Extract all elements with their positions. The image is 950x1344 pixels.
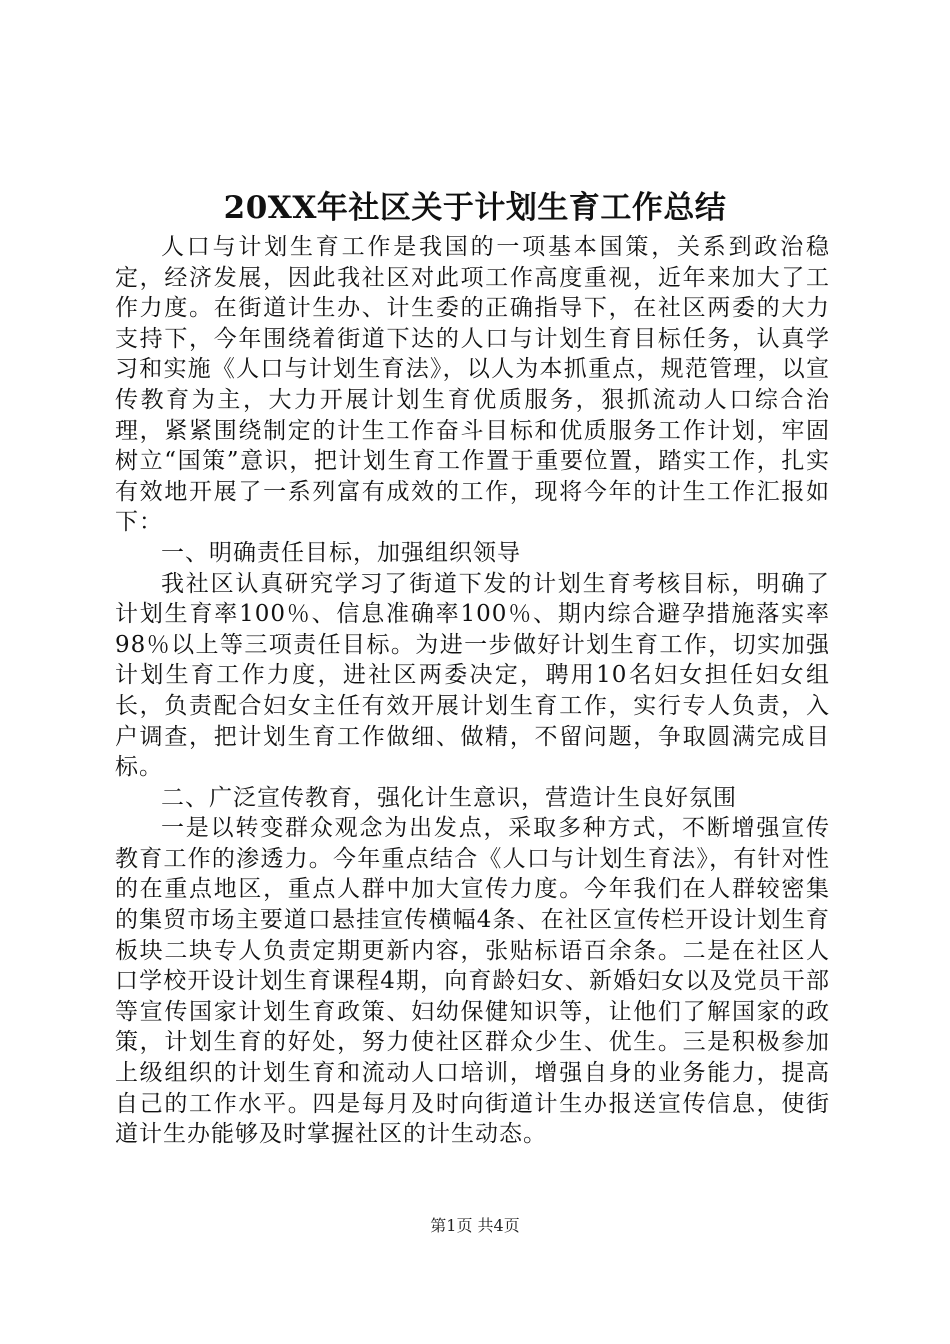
paragraph-section-2: 一是以转变群众观念为出发点，采取多种方式，不断增强宣传教育工作的渗透力。今年重点结合《人口与计划生育法》，有针对性的在重点地区，重点人群中加大宣传力度。今年我们在人群较密集的集贸市场主要道口悬挂宣传横幅4条、在社区宣传栏开设计划生育板块二块专人负责定期更新内容，张贴标语百余条。二是在社区人口学校开设计划生育课程4期，向育龄妇女、新婚妇女以及党员干部等宣传国家计划生育政策、妇幼保健知识等，让他们了解国家的政策，计划生育的好处，努力使社区群众少生、优生。三是积极参加上级组织的计划生育和流动人口培训，增强自身的业务能力，提高自己的工作水平。四是每月及时向街道计生办报送宣传信息，使街道计生办能够及时掌握社区的计生动态。 <box>115 815 830 1148</box>
document-title: 20XX年社区关于计划生育工作总结 <box>223 190 727 226</box>
section-heading-1: 一、明确责任目标，加强组织领导 <box>161 539 521 566</box>
paragraph-intro: 人口与计划生育工作是我国的一项基本国策，关系到政治稳定，经济发展，因此我社区对此项工作高度重视，近年来加大了工作力度。在街道计生办、计生委的正确指导下，在社区两委的大力支持下，今年围绕着街道下达的人口与计划生育目标任务，认真学习和实施《人口与计划生育法》，以人为本抓重点，规范管理，以宣传教育为主，大力开展计划生育优质服务，狠抓流动人口综合治理，紧紧围绕制定的计生工作奋斗目标和优质服务工作计划，牢固树立“国策”意识，把计划生育工作置于重要位置，踏实工作，扎实有效地开展了一系列富有成效的工作，现将今年的计生工作汇报如下： <box>115 234 830 536</box>
paragraph-section-1: 我社区认真研究学习了街道下发的计划生育考核目标，明确了计划生育率100％、信息准确率100％、期内综合避孕措施落实率98％以上等三项责任目标。为进一步做好计划生育工作，切实加强计划生育工作力度，进社区两委决定，聘用10名妇女担任妇女组长，负责配合妇女主任有效开展计划生育工作，实行专人负责，入户调查，把计划生育工作做细、做精，不留问题，争取圆满完成目标。 <box>115 570 830 781</box>
document-body <box>115 232 830 1150</box>
page-number-footer: 第1页 共4页 <box>430 1216 520 1235</box>
section-heading-2: 二、广泛宣传教育，强化计生意识，营造计生良好氛围 <box>161 784 737 811</box>
